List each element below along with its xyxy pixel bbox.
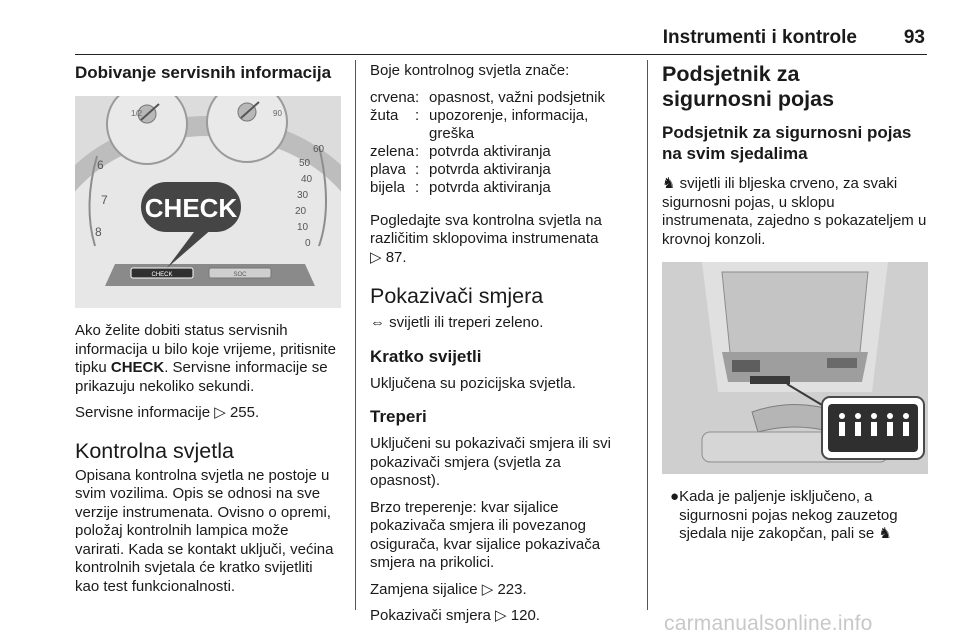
instrument-cluster-illustration (75, 96, 341, 308)
header-title: Instrumenti i kontrole (662, 27, 857, 48)
color-separator: : (415, 142, 420, 160)
tick-right-0: 0 (305, 238, 311, 249)
paragraph-turn-signals (370, 314, 632, 333)
temp-mark: 90 (273, 109, 282, 118)
color-separator: : (415, 178, 420, 196)
color-name: bijela (370, 178, 406, 196)
column-3 (662, 62, 928, 544)
tick-left-6: 6 (97, 158, 104, 172)
color-desc: potvrda aktiviranja (429, 160, 551, 178)
paragraph-seatbelt (662, 175, 928, 249)
seatbelt-icon: ♞ (878, 525, 892, 542)
tick-right-30: 30 (297, 190, 309, 201)
paragraph-warning-lights: Opisana kontrolna svjetla ne postoje u svim vozilima. Opis se odnosi na sve verzije instrumenata. Ovisno o opremi, položaj kontrolnih lampica može varirati. Kada se kontakt uključi, većina kontrolnih svjetala će kratko svijetliti kao test funkcionalnosti. (75, 466, 334, 595)
color-name: žuta (370, 106, 399, 124)
page-ref-link[interactable]: 87. (385, 248, 407, 266)
color-separator: : (415, 160, 420, 178)
section-heading-warning-lights: Kontrolna svjetla (75, 438, 234, 463)
subheading-seatbelt-all-seats: Podsjetnik za sigurnosni pojas na svim sjedalima (662, 123, 912, 163)
seatbelt-icon: ♞ (662, 175, 676, 192)
colors-intro: Boje kontrolnog svjetla znače: (370, 62, 570, 79)
section-heading-seatbelt: Podsjetnik za sigurnosni pojas (662, 62, 835, 111)
table-row (370, 89, 632, 107)
check-callout-label: CHECK (144, 193, 238, 223)
page-ref-link[interactable]: 223. (497, 580, 527, 598)
turn-signal-icon: ⇔ (370, 314, 385, 331)
column-divider (647, 60, 648, 610)
roof-console-figure (662, 262, 928, 474)
roof-console-illustration (662, 262, 928, 474)
bullet-icon: ● (670, 488, 680, 505)
column-2 (370, 62, 632, 626)
color-name: plava (370, 160, 406, 178)
text-fragment: svijetli ili treperi zeleno. (385, 314, 544, 331)
color-desc: potvrda aktiviranja (429, 178, 551, 196)
tick-left-8: 8 (95, 225, 102, 239)
check-keyword: CHECK (110, 359, 165, 376)
page-ref-link[interactable]: 120. (510, 607, 540, 624)
color-desc: upozorenje, informacija, greška (429, 106, 589, 142)
small-soc-label: SOC (233, 272, 247, 278)
tick-right-40: 40 (301, 174, 313, 185)
paragraph-flashing: Uključeni su pokazivači smjera ili svi pokazivači smjera (svjetla za opasnost). (370, 435, 611, 489)
section-heading-service: Dobivanje servisnih informacija (75, 63, 332, 82)
color-desc: potvrda aktiviranja (429, 142, 551, 160)
tick-left-7: 7 (101, 193, 108, 207)
fuel-mark: 1/2 (131, 109, 143, 118)
subheading-flashing: Treperi (370, 407, 427, 426)
color-name: crvena (370, 88, 416, 106)
table-row (370, 179, 632, 197)
text-fragment: . Servisne informacije se prikazuju nekoliko sekundi. (75, 359, 328, 395)
page-ref-icon: ▷ (495, 607, 507, 624)
column-divider (355, 60, 356, 610)
paragraph-short-light: Uključena su pozicijska svjetla. (370, 374, 576, 392)
tick-right-20: 20 (295, 206, 307, 217)
paragraph-service-ref (75, 404, 340, 423)
table-row (370, 143, 632, 161)
color-separator: : (415, 106, 420, 124)
paragraph-check (75, 322, 340, 396)
tick-right-60: 60 (313, 144, 325, 155)
text-fragment: Pokazivači smjera (370, 607, 496, 624)
bullet-text (679, 488, 928, 544)
text-fragment: Kada je paljenje isključeno, a sigurnosni pojas nekog zauzetog sjedala nije zakopčan, pali se (679, 488, 898, 542)
color-separator: : (415, 88, 420, 106)
text-fragment: Servisne informacije (75, 404, 215, 421)
subheading-short-light: Kratko svijetli (370, 346, 482, 366)
column-1 (75, 62, 340, 596)
instrument-cluster-figure (75, 96, 341, 308)
text-fragment: Ako želite dobiti status servisnih informacija u bilo koje vrijeme, pritisnite tipku (75, 322, 336, 376)
section-heading-turn-signals: Pokazivači smjera (370, 284, 544, 308)
paragraph-bulb-replace (370, 581, 632, 600)
table-row (370, 161, 632, 179)
paragraph-see-all (370, 212, 632, 268)
text-fragment: Zamjena sijalice (370, 580, 482, 598)
color-desc: opasnost, važni podsjetnik (429, 88, 605, 106)
paragraph-fast-flashing: Brzo treperenje: kvar sijalice pokazivača smjera ili povezanog osigurača, kvar sijalice pokazivača smjera na prikolici. (370, 498, 601, 571)
page-ref-link[interactable]: 255. (229, 404, 260, 421)
page-header (75, 24, 927, 55)
tick-right-50: 50 (299, 158, 311, 169)
colors-table (370, 89, 632, 197)
paragraph-turn-ref (370, 607, 632, 626)
page-ref-icon: ▷ (370, 248, 382, 266)
watermark: carmanualsonline.info (664, 612, 873, 635)
table-row (370, 107, 632, 143)
page-number: 93 (903, 27, 925, 48)
page-ref-icon: ▷ (214, 404, 226, 421)
text-fragment: Pogledajte sva kontrolna svjetla na različitim sklopovima instrumenata (370, 211, 602, 247)
small-check-label: CHECK (151, 272, 173, 278)
color-name: zelena (370, 142, 415, 160)
tick-right-10: 10 (297, 222, 309, 233)
text-fragment: svijetli ili bljeska crveno, za svaki sigurnosni pojas, u sklopu instrumenata, zajedno s pokazateljem u krovnoj konzoli. (662, 175, 927, 248)
list-item (662, 488, 928, 544)
page-ref-icon: ▷ (481, 580, 494, 598)
